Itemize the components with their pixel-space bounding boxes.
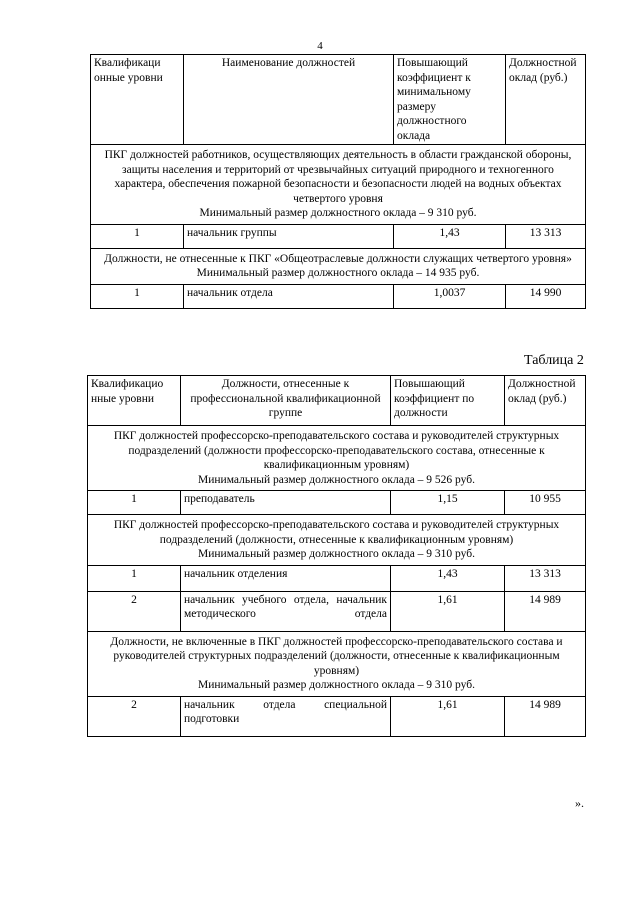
cell-level: 2 [88,696,181,736]
group-min-salary: Минимальный размер должностного оклада – 9 310 руб. [198,679,475,691]
group-title: Должности, не включенные в ПКГ должностей профессорско-преподавательского состава и руководителей структурных подразделений (должности, отнесенные к квалификационным уровням) [110,635,563,677]
group-title: ПКГ должностей профессорско-преподавательского состава и руководителей структурных подразделений (должности профессорско-преподавательского состава, отнесенные к квалификационным уровням) [113,430,560,471]
table-row [91,224,586,248]
group-title: ПКГ должностей работников, осуществляющих деятельность в области гражданской обороны, защиты населения и территорий от чрезвычайных ситуаций природного и техногенного характера, обеспечения пожарной безопасности и безопасности людей на водных объектах четвертого уровня [104,149,572,205]
group-header [88,515,586,566]
cell-position: начальник отдела специальной подготовки [181,696,391,736]
table-row [88,491,586,515]
group-row [91,145,586,225]
cell-level: 1 [91,284,184,308]
cell-coefficient: 1,43 [394,224,506,248]
cell-coefficient: 1,15 [391,491,505,515]
table-row [88,591,586,631]
table-2-header-row [88,376,586,426]
cell-level: 1 [88,565,181,591]
cell-position: начальник отдела [184,284,394,308]
group-row [88,631,586,696]
page-number: 4 [317,40,323,52]
group-row [91,248,586,284]
cell-salary: 13 313 [506,224,586,248]
cell-coefficient: 1,61 [391,591,505,631]
table-2-caption: Таблица 2 [524,353,584,368]
cell-salary: 10 955 [505,491,586,515]
cell-level: 1 [88,491,181,515]
cell-position: преподаватель [181,491,391,515]
cell-salary: 14 989 [505,591,586,631]
cell-salary: 14 990 [506,284,586,308]
cell-level: 1 [91,224,184,248]
cell-position: начальник учебного отдела, начальник методического отдела [181,591,391,631]
closing-mark: ». [575,796,584,810]
table-row [88,565,586,591]
cell-salary: 13 313 [505,565,586,591]
table-row [88,696,586,736]
group-min-salary: Минимальный размер должностного оклада – 14 935 руб. [196,267,480,279]
header-qualification-levels: Квалификацио нные уровни [88,376,181,426]
group-title: ПКГ должностей профессорско-преподавательского состава и руководителей структурных подразделений (должности, отнесенные к квалификационным уровням) [113,519,560,546]
table-1-header-row [91,55,586,145]
table-1 [90,54,586,309]
group-min-salary: Минимальный размер должностного оклада – 9 310 руб. [199,207,477,219]
group-header [88,426,586,491]
group-row [88,426,586,491]
group-title: Должности, не отнесенные к ПКГ «Общеотраслевые должности служащих четвертого уровня» [104,252,572,265]
table-row [91,284,586,308]
cell-position: начальник отделения [181,565,391,591]
header-coefficient: Повышающий коэффициент к минимальному размеру должностного оклада [394,55,506,145]
header-position-name: Наименование должностей [184,55,394,145]
cell-level: 2 [88,591,181,631]
group-min-salary: Минимальный размер должностного оклада – 9 526 руб. [198,473,475,486]
table-2 [87,375,586,737]
group-header [88,631,586,696]
header-salary: Должностной оклад (руб.) [505,376,586,426]
cell-coefficient: 1,61 [391,696,505,736]
cell-coefficient: 1,43 [391,565,505,591]
header-position-group: Должности, отнесенные к профессиональной квалификационной группе [181,376,391,426]
group-header [91,145,586,225]
cell-position: начальник группы [184,224,394,248]
cell-coefficient: 1,0037 [394,284,506,308]
header-coefficient: Повышающий коэффициент по должности [391,376,505,426]
cell-salary: 14 989 [505,696,586,736]
group-header [91,248,586,284]
group-row [88,515,586,566]
header-salary: Должностной оклад (руб.) [506,55,586,145]
group-min-salary: Минимальный размер должностного оклада – 9 310 руб. [198,548,475,560]
header-qualification-levels: Квалификаци онные уровни [91,55,184,145]
